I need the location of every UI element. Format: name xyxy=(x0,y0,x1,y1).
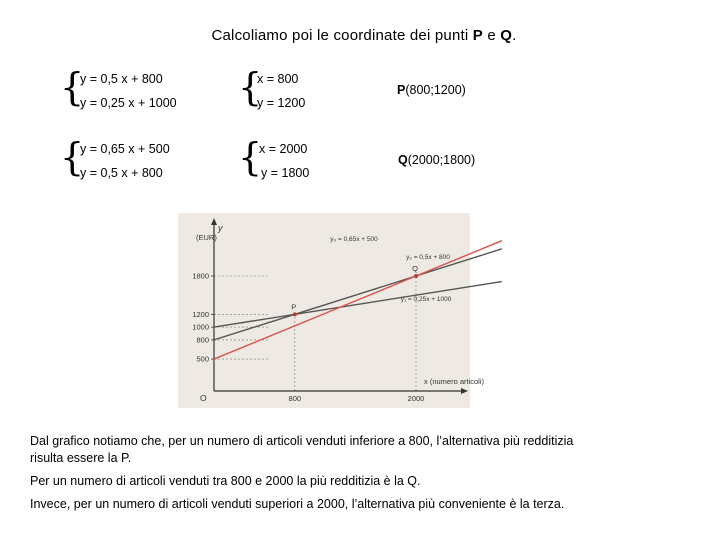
paragraph-1 xyxy=(30,433,690,467)
point-q-label: Q xyxy=(398,153,408,167)
point-q-coords: (2000;1800) xyxy=(407,153,476,167)
series-label-1: y₁ = 0,25x + 1000 xyxy=(400,296,452,303)
y-axis-label-y: y xyxy=(218,223,223,233)
tick-labels xyxy=(192,272,424,404)
axes xyxy=(211,218,468,394)
system2-solution-x: x = 2000 xyxy=(259,142,308,156)
system1-equation-2: y = 0,25 x + 1000 xyxy=(80,96,177,110)
system1-solution-x: x = 800 xyxy=(257,72,299,86)
x-tick-label-800: 800 xyxy=(288,394,302,403)
title-point-p: P xyxy=(472,27,483,44)
system2-equation-1: y = 0,65 x + 500 xyxy=(80,142,170,156)
slide-title xyxy=(0,27,728,44)
point-p-label: P xyxy=(397,83,406,97)
y-tick-label-1000: 1000 xyxy=(192,322,209,332)
system2-equation-2: y = 0,5 x + 800 xyxy=(80,166,163,180)
point-q-result xyxy=(398,153,475,167)
paragraph-1-line-1: Dal grafico notiamo che, per un numero di articoli venduti inferiore a 800, l’alternativa più redditizia xyxy=(30,434,574,448)
point-q-label: Q xyxy=(412,264,418,273)
grid-dashes xyxy=(211,276,416,391)
system1-equation-1: y = 0,5 x + 800 xyxy=(80,72,163,86)
intersection-points xyxy=(291,264,418,316)
x-tick-label-2000: 2000 xyxy=(407,394,425,403)
title-text-mid: e xyxy=(482,27,501,44)
x-axis-label: x (numero articoli) xyxy=(424,377,485,386)
system1-solution-brace: { xyxy=(238,65,263,109)
system1-solution-y: y = 1200 xyxy=(257,96,306,110)
title-text-end: . xyxy=(512,27,517,44)
series-label-2: y₂ = 0,5x + 800 xyxy=(406,254,450,261)
paragraph-1-line-2: risulta essere la P. xyxy=(30,451,132,465)
y-axis-label-unit: (EUR) xyxy=(196,233,217,242)
series-lines xyxy=(214,241,502,359)
system1-brace-left: { xyxy=(60,65,85,109)
y-tick-label-500: 500 xyxy=(196,354,209,364)
point-q-marker xyxy=(414,274,418,278)
title-point-q: Q xyxy=(500,27,513,44)
point-p-result xyxy=(397,83,466,97)
y-tick-label-800: 800 xyxy=(196,335,209,345)
series-line-3 xyxy=(214,241,502,359)
paragraph-3: Invece, per un numero di articoli venduti superiori a 2000, l’alternativa più conveniente è la terza. xyxy=(30,497,565,511)
system2-brace-left: { xyxy=(60,135,85,179)
x-axis-arrow xyxy=(461,388,468,394)
origin-label: O xyxy=(200,393,207,403)
y-tick-label-1200: 1200 xyxy=(192,309,209,319)
point-p-marker xyxy=(293,312,297,316)
series-label-3: y₃ = 0,65x + 500 xyxy=(330,236,378,243)
series-line-2 xyxy=(214,249,502,340)
point-p-label: P xyxy=(291,302,297,312)
point-p-coords: (800;1200) xyxy=(405,83,466,97)
series-line-1 xyxy=(214,282,502,328)
y-axis-arrow xyxy=(211,218,217,225)
system2-solution-y: y = 1800 xyxy=(261,166,310,180)
paragraph-2: Per un numero di articoli venduti tra 800 e 2000 la più redditizia è la Q. xyxy=(30,474,421,488)
system2-solution-brace: { xyxy=(238,135,263,179)
graph-figure xyxy=(178,213,485,408)
title-text: Calcoliamo poi le coordinate dei punti xyxy=(211,27,473,44)
y-tick-label-1800: 1800 xyxy=(192,271,209,281)
